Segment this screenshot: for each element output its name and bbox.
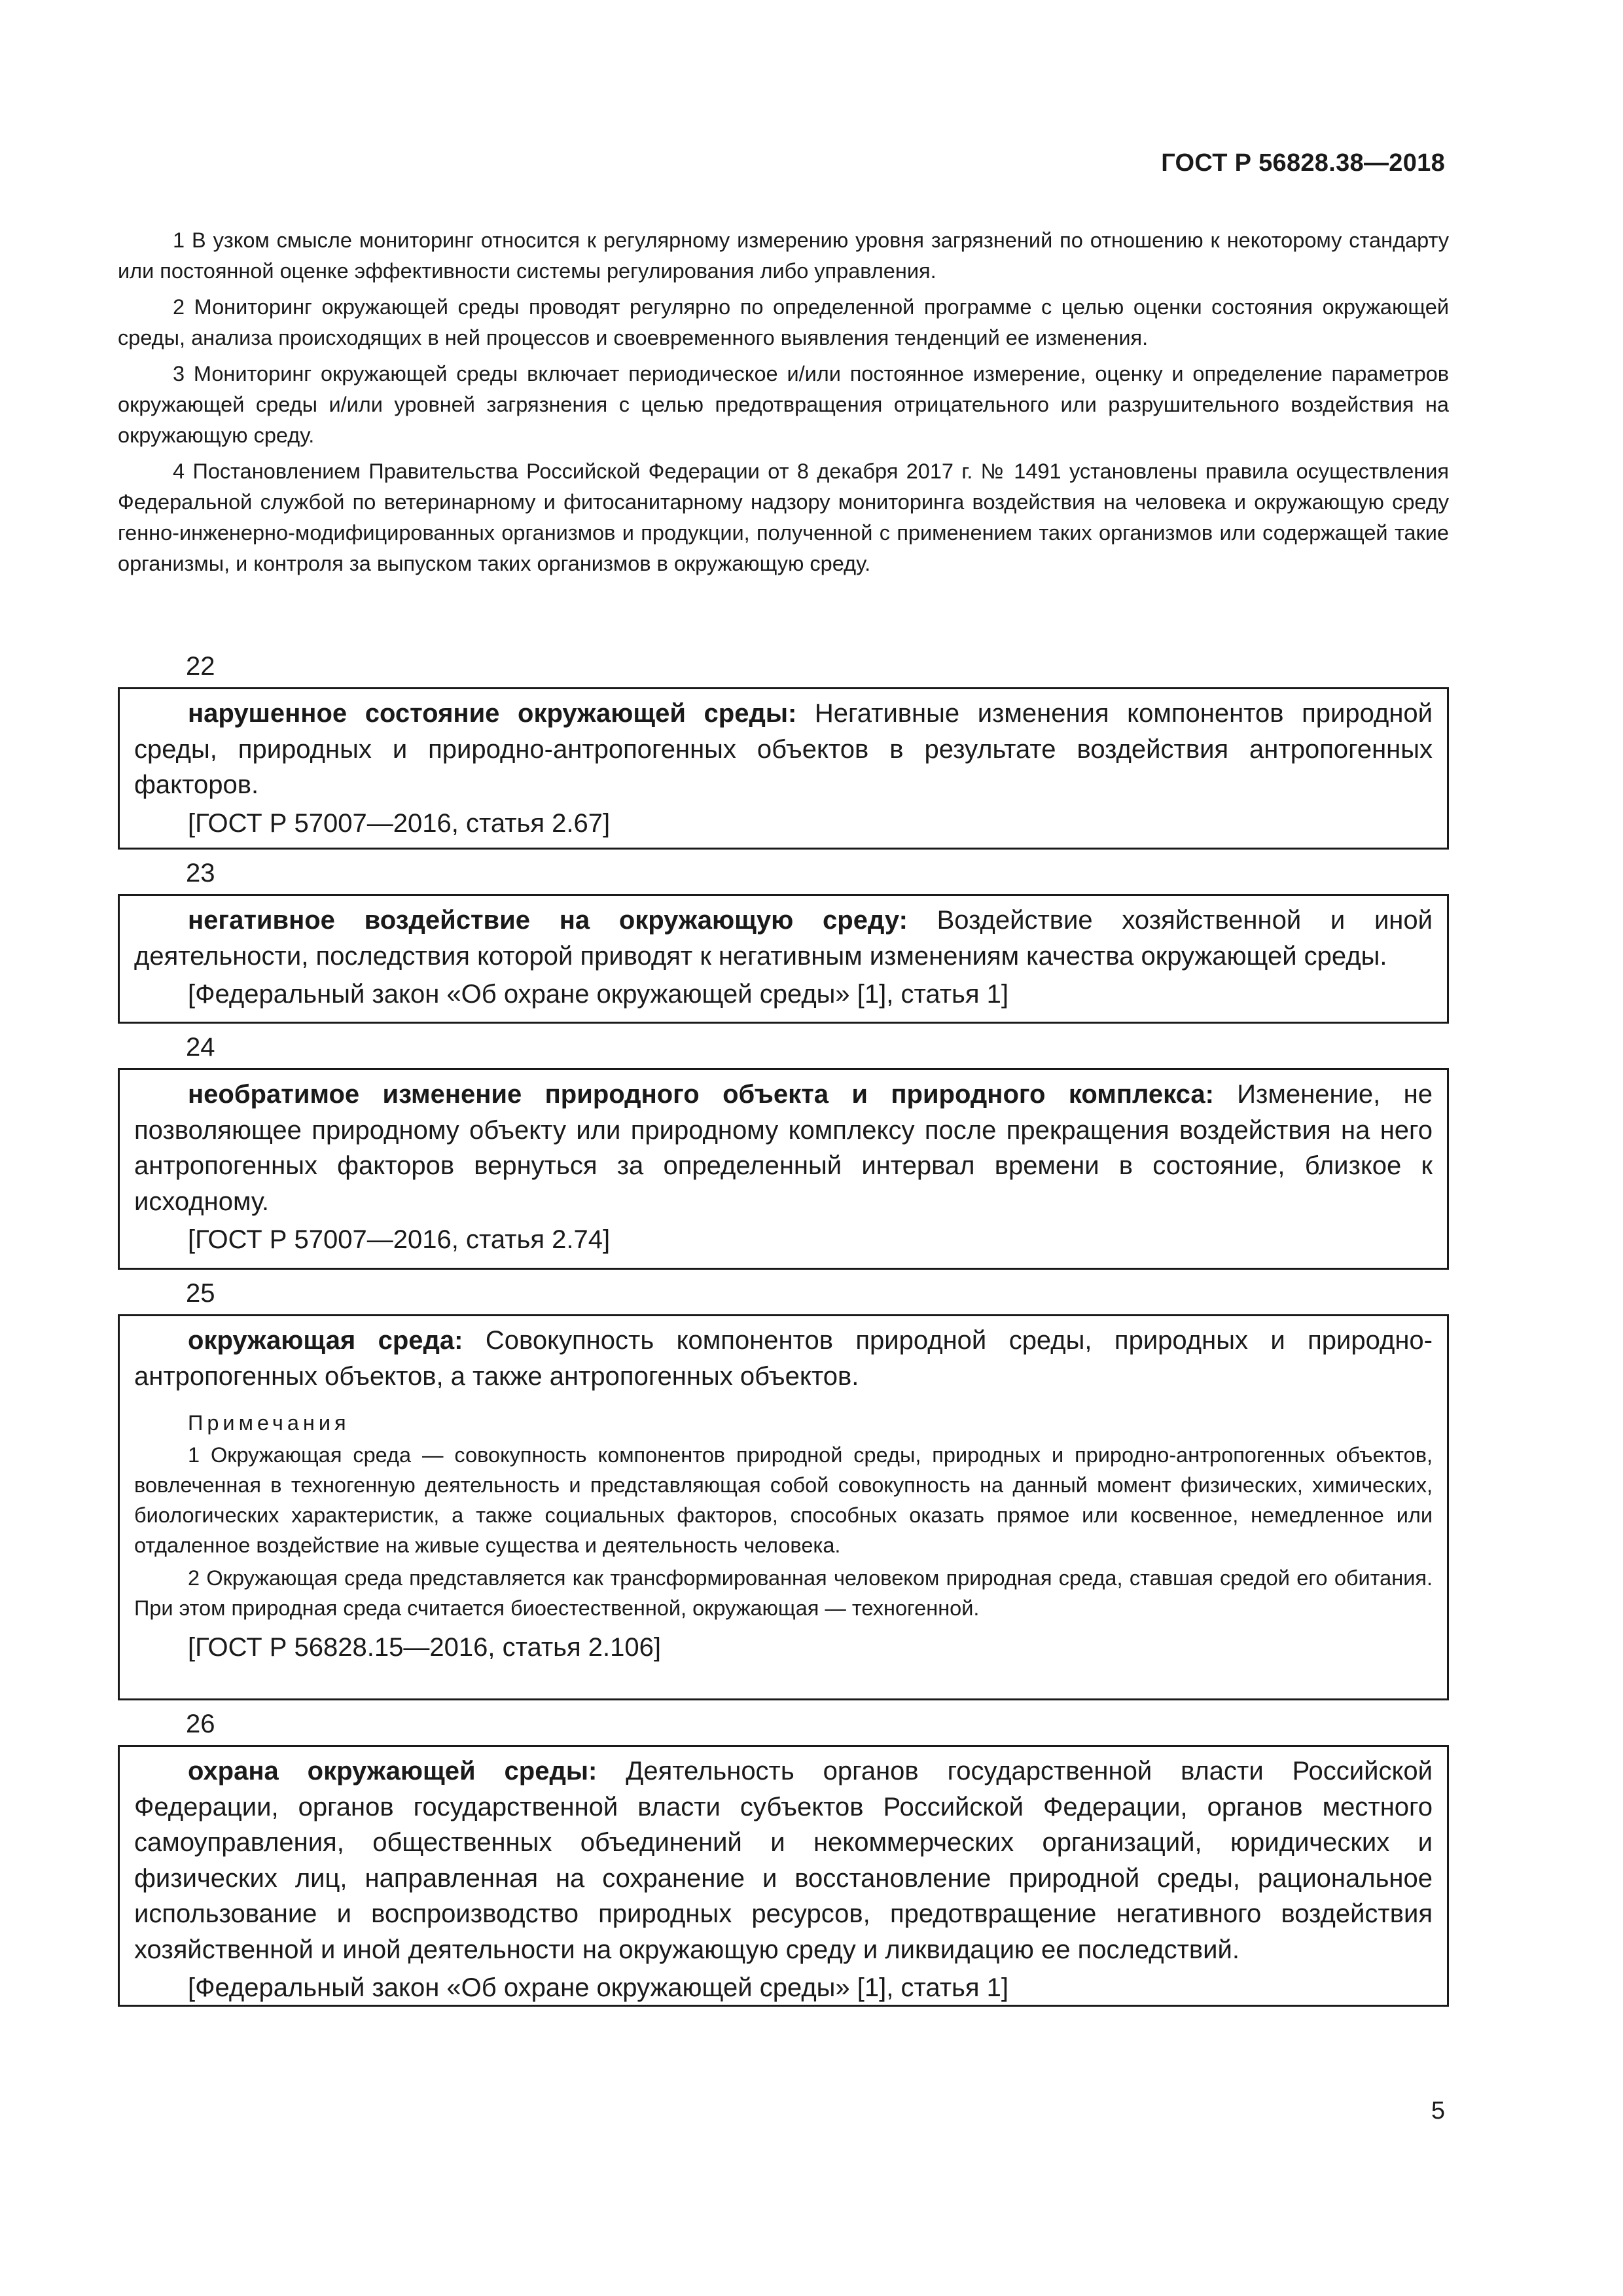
page-number: 5 <box>1431 2097 1445 2125</box>
term-source: [Федеральный закон «Об охране окружающей среды» [1], статья 1] <box>188 980 1009 1009</box>
term-entry-26 <box>118 1745 1449 2007</box>
term-name: окружающая среда: <box>188 1326 463 1355</box>
term-source: [Федеральный закон «Об охране окружающей среды» [1], статья 1] <box>188 1973 1009 2002</box>
term-source: [ГОСТ Р 57007—2016, статья 2.67] <box>188 808 611 838</box>
note-paragraph: 1 В узком смысле мониторинг относится к регулярному измерению уровня загрязнений по отношению к некоторому стандарту или постоянной оценке эффективности системы регулирования либо управления. <box>118 228 1449 283</box>
term-definition <box>134 1077 1433 1219</box>
note-paragraph: 2 Мониторинг окружающей среды проводят регулярно по определенной программе с целью оценки состояния окружающей среды, анализа происходящих в ней процессов и своевременного выявления тенденций ее изменения. <box>118 295 1449 350</box>
term-name: охрана окружающей среды: <box>188 1757 597 1785</box>
term-name: необратимое изменение природного объекта и природного комплекса: <box>188 1080 1214 1109</box>
term-source: [ГОСТ Р 57007—2016, статья 2.74] <box>188 1225 611 1254</box>
term-definition <box>134 696 1433 803</box>
term-definition <box>134 1323 1433 1394</box>
note-paragraph: 3 Мониторинг окружающей среды включает периодическое и/или постоянное измерение, оценку и определение параметров окружающей среды и/или уровней загрязнения с целью предотвращения отрицательного или разрушительного воздействия на окружающую среду. <box>118 362 1449 447</box>
term-name: нарушенное состояние окружающей среды: <box>188 699 797 728</box>
notes-heading: Примечания <box>188 1411 350 1435</box>
term-definition <box>134 1753 1433 1967</box>
note-paragraph: 4 Постановлением Правительства Российской Федерации от 8 декабря 2017 г. № 1491 установлены правила осуществления Федеральной службой по ветеринарному и фитосанитарному надзору мониторинга воздействия на человека и окружающую среду генно-инженерно-модифицированных организмов и продукции, полученной с применением таких организмов или содержащей такие организмы, и контроля за выпуском таких организмов в окружающую среду. <box>118 459 1449 575</box>
definition-text: Совокупность компонентов природной среды, природных и природно-антропогенных объектов, а также антропогенных объектов. <box>134 1326 1433 1391</box>
note-paragraph: 1 Окружающая среда — совокупность компонентов природной среды, природных и природно-антропогенных объектов, вовлеченная в техногенную деятельность и представляющая собой совокупность на данный момент физических, химических, биологических характеристик, а также социальных факторов, способных оказать прямое или косвенное, немедленное или отдаленное воздействие на живые существа и деятельность человека. <box>134 1443 1433 1557</box>
definition-text: Деятельность органов государственной власти Российской Федерации, органов государственной власти субъектов Российской Федерации, органов местного самоуправления, общественных объединений и некоммерческих организаций, юридических и физических лиц, направленная на сохранение и восстановление природной среды, рациональное использование и воспроизводство природных ресурсов, предотвращение негативного воздействия хозяйственной и иной деятельности на окружающую среду и ликвидацию ее последствий. <box>134 1757 1433 1964</box>
term-entry-25 <box>118 1314 1449 1700</box>
term-source: [ГОСТ Р 56828.15—2016, статья 2.106] <box>188 1633 661 1662</box>
term-name: негативное воздействие на окружающую среду: <box>188 906 908 935</box>
term-entry-22 <box>118 687 1449 850</box>
definition-text: Воздействие хозяйственной и иной деятельности, последствия которой приводят к негативным изменениям качества окружающей среды. <box>134 906 1433 971</box>
definition-text: Негативные изменения компонентов природной среды, природных и природно-антропогенных объектов в результате воздействия антропогенных факторов. <box>134 699 1433 799</box>
term-definition <box>134 903 1433 974</box>
term-number: 26 <box>186 1710 215 1738</box>
term-number: 25 <box>186 1279 215 1308</box>
document-code-header: ГОСТ Р 56828.38—2018 <box>1161 149 1445 177</box>
term-number: 24 <box>186 1033 215 1062</box>
term-number: 23 <box>186 859 215 888</box>
note-paragraph: 2 Окружающая среда представляется как трансформированная человеком природная среда, ставшая средой его обитания. При этом природная среда считается биоестественной, окружающая — техногенной. <box>134 1566 1433 1620</box>
definition-text: Изменение, не позволяющее природному объекту или природному комплексу после прекращения воздействия на него антропогенных факторов вернуться за определенный интервал времени в состояние, близкое к исходному. <box>134 1080 1433 1216</box>
term-number: 22 <box>186 652 215 681</box>
preceding-notes <box>118 225 1449 584</box>
term-entry-23 <box>118 894 1449 1024</box>
term-entry-24 <box>118 1068 1449 1270</box>
